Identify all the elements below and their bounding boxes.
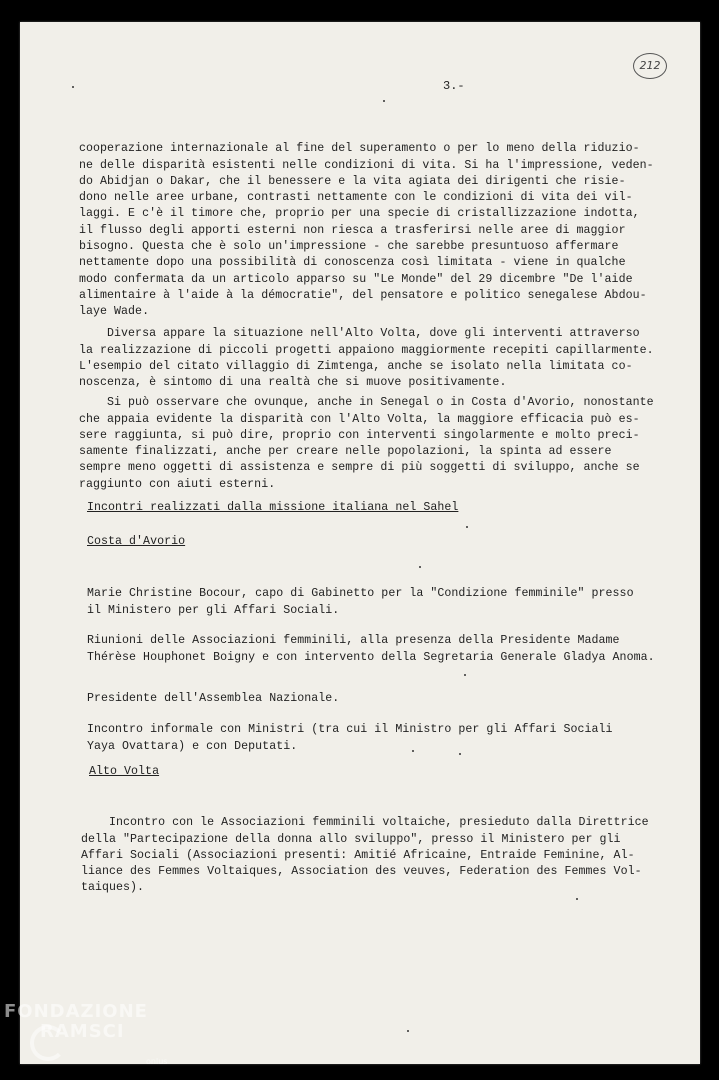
text-line: modo confermata da un articolo apparso su "Le Monde" del 29 dicembre "De l'aide	[79, 272, 633, 286]
text-line: dono nelle aree urbane, contrasti nettamente con le condizioni di vita dei vil-	[79, 191, 633, 205]
speck	[576, 898, 578, 900]
archive-stamp: 212	[633, 53, 667, 79]
text-line: raggiunto con aiuti esterni.	[79, 477, 276, 491]
text-line: ne delle disparità esistenti nelle condizioni di vita. Si ha l'impressione, veden-	[79, 158, 654, 172]
watermark-line: onlus	[146, 1057, 168, 1066]
text-line: L'esempio del citato villaggio di Zimtenga, anche se isolato nella limitata co-	[79, 359, 633, 373]
text-line: samente finalizzati, anche per creare nelle popolazioni, la spinta ad essere	[79, 445, 612, 459]
text-line: nettamente dopo una possibilità di conoscenza così limitata - viene in qualche	[79, 256, 626, 270]
text-line: Affari Sociali (Associazioni presenti: Amitié Africaine, Entraide Feminine, Al-	[81, 848, 635, 862]
speck	[407, 1030, 409, 1032]
text-line: la realizzazione di piccoli progetti appaiono maggiormente recepiti capillarmente.	[79, 343, 654, 357]
costa-item-4	[87, 706, 613, 771]
text-line: do Abidjan o Dakar, che il benessere e la vita agiata dei dirigenti che risie-	[79, 174, 626, 188]
text-line: liance des Femmes Voltaiques, Association des veuves, Federation des Femmes Vol-	[81, 865, 642, 879]
text-line: Presidente dell'Assemblea Nazionale.	[87, 692, 340, 706]
heading-alto-volta: Alto Volta	[89, 765, 160, 778]
text-line: Incontro informale con Ministri (tra cui il Ministro per gli Affari Sociali	[87, 723, 613, 737]
text-line: Riunioni delle Associazioni femminili, alla presenza della Presidente Madame	[87, 634, 620, 648]
text-line: bisogno. Questa che è solo un'impressione - che sarebbe presuntuoso affermare	[79, 240, 619, 254]
text-line: noscenza, è sintomo di una realtà che si muove positivamente.	[79, 376, 507, 390]
text-line: laye Wade.	[79, 305, 150, 319]
text-line: Incontro con le Associazioni femminili voltaiche, presieduto dalla Direttrice	[81, 816, 649, 830]
text-line: il Ministero per gli Affari Sociali.	[87, 603, 340, 617]
watermark-line: FONDAZIONE	[4, 1001, 148, 1022]
costa-item-2	[87, 617, 655, 682]
speck	[464, 674, 466, 676]
speck	[466, 526, 468, 528]
speck	[383, 100, 385, 102]
text-line: alimentaire à l'aide à la démocratie", del pensatore e politico senegalese Abdou-	[79, 288, 647, 302]
text-line: che appaia evidente la disparità con l'Alto Volta, la maggiore efficacia può es-	[79, 412, 640, 426]
speck	[412, 750, 414, 752]
paragraph-1	[79, 125, 654, 337]
page-number: 3.-	[443, 79, 465, 93]
heading-incontri: Incontri realizzati dalla missione italiana nel Sahel	[87, 501, 459, 514]
text-line: sere raggiunta, si può dire, proprio con interventi singolarmente e molto preci-	[79, 428, 640, 442]
text-line: cooperazione internazionale al fine del superamento o per lo meno della riduzio-	[79, 142, 640, 156]
text-line: Diversa appare la situazione nell'Alto Volta, dove gli interventi attraverso	[79, 327, 640, 341]
text-line: Si può osservare che ovunque, anche in Senegal o in Costa d'Avorio, nonostante	[79, 396, 654, 410]
text-line: laggi. E c'è il timore che, proprio per una specie di cristallizzazione indotta,	[79, 207, 640, 221]
heading-costa-avorio: Costa d'Avorio	[87, 535, 186, 548]
volta-item	[81, 799, 649, 913]
text-line: taiques).	[81, 881, 145, 895]
text-line: Marie Christine Bocour, capo di Gabinetto per la "Condizione femminile" presso	[87, 587, 634, 601]
text-line: Yaya Ovattara) e con Deputati.	[87, 739, 298, 753]
speck	[72, 86, 74, 88]
watermark-line: RAMSCI	[40, 1021, 125, 1042]
text-line: il flusso degli apporti esterni non riesca a trasferirsi nelle aree di maggior	[79, 223, 626, 237]
speck	[459, 753, 461, 755]
watermark-logo	[4, 1002, 148, 1022]
text-line: Thérèse Houphonet Boigny e con intervento della Segretaria Generale Gladya Anoma.	[87, 650, 655, 664]
paragraph-3	[79, 379, 654, 509]
text-line: della "Partecipazione della donna allo sviluppo", presso il Ministero per gli	[81, 832, 621, 846]
speck	[419, 566, 421, 568]
text-line: sempre meno oggetti di assistenza e sempre di più soggetti di sviluppo, anche se	[79, 461, 640, 475]
